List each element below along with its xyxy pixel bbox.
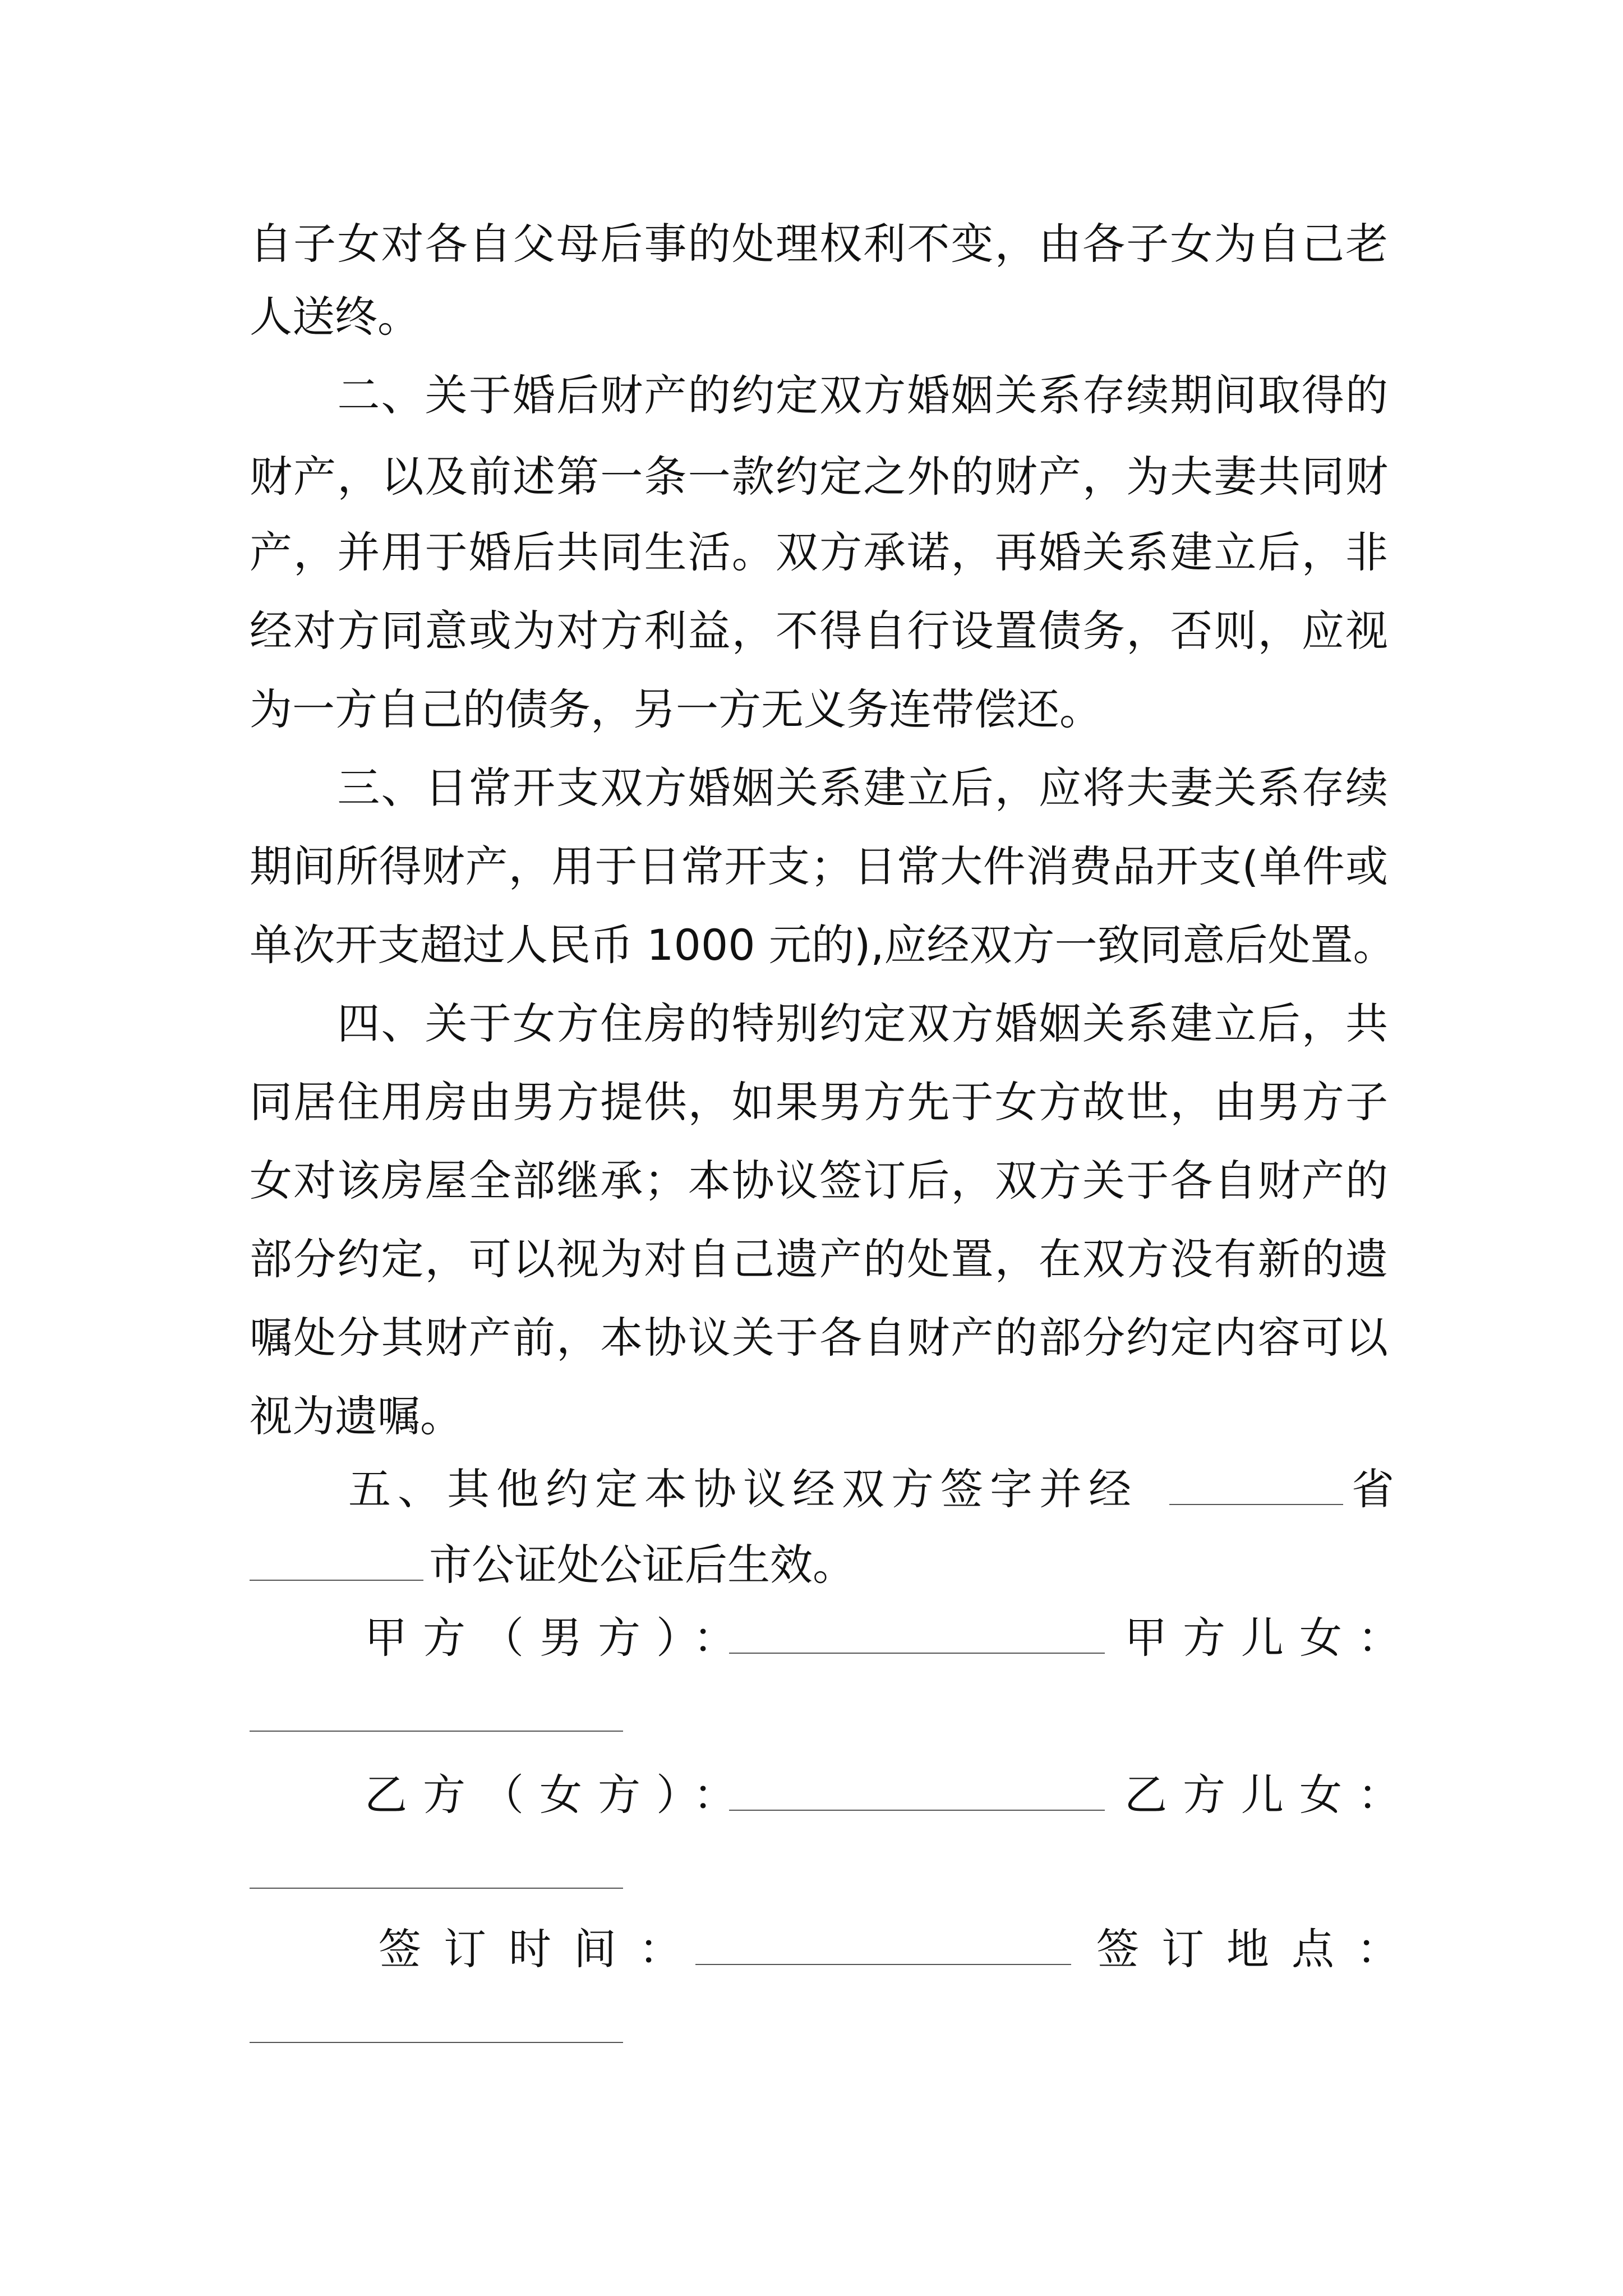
paragraph-line: 自子女对各自父母后事的处理权利不变，由各子女为自己老 <box>250 219 1388 269</box>
paragraph-line: 部分约定，可以视为对自己遗产的处置，在双方没有新的遗 <box>250 1234 1388 1284</box>
party-a-children-blank[interactable] <box>250 1731 623 1732</box>
paragraph-line: 二、关于婚后财产的约定双方婚姻关系存续期间取得的 <box>250 370 1388 420</box>
paragraph-line: 期间所得财产，用于日常开支；日常大件消费品开支(单件或 <box>250 841 1388 891</box>
paragraph-line: 女对该房屋全部继承；本协议签订后，双方关于各自财产的 <box>250 1156 1388 1205</box>
paragraph-line: 为一方自己的债务，另一方无义务连带偿还。 <box>250 684 1102 734</box>
party-b-label: 乙方（女方）： <box>365 1770 751 1820</box>
party-b-children-label: 乙方儿女： <box>1124 1770 1416 1820</box>
party-b-signature-blank[interactable] <box>729 1810 1105 1811</box>
clause-five-line-1 <box>250 1461 1394 1517</box>
party-a-children-label: 甲方儿女： <box>1124 1613 1416 1663</box>
paragraph-line: 四、关于女方住房的特别约定双方婚姻关系建立后，共 <box>250 999 1388 1048</box>
paragraph-line: 人送终。 <box>250 292 420 342</box>
paragraph-line: 视为遗嘱。 <box>250 1391 463 1441</box>
clause-five-line-2 <box>250 1537 1388 1593</box>
city-suffix: 市公证处公证后生效。 <box>429 1540 855 1590</box>
sign-time-row <box>250 1921 1422 1977</box>
party-b-row <box>250 1767 1416 1823</box>
party-a-signature-blank[interactable] <box>729 1653 1105 1654</box>
paragraph-line: 同居住用房由男方提供，如果男方先于女方故世，由男方子 <box>250 1077 1388 1127</box>
sign-time-blank[interactable] <box>695 1964 1071 1965</box>
sign-place-label: 签订地点： <box>1096 1924 1422 1974</box>
paragraph-line: 单次开支超过人民币 1000 元的),应经双方一致同意后处置。 <box>250 920 1396 970</box>
paragraph-line: 财产，以及前述第一条一款约定之外的财产，为夫妻共同财 <box>250 452 1388 501</box>
paragraph-line: 嘱处分其财产前，本协议关于各自财产的部分约定内容可以 <box>250 1313 1388 1363</box>
paragraph-line: 经对方同意或为对方利益，不得自行设置债务，否则，应视 <box>250 606 1388 656</box>
party-b-children-blank[interactable] <box>250 1888 623 1889</box>
province-suffix: 省 <box>1352 1464 1394 1514</box>
city-blank[interactable] <box>250 1580 423 1581</box>
party-a-row <box>250 1610 1416 1666</box>
sign-place-blank[interactable] <box>250 2042 623 2043</box>
sign-time-label: 签订时间： <box>379 1924 704 1974</box>
province-blank[interactable] <box>1169 1504 1343 1505</box>
paragraph-line: 三、日常开支双方婚姻关系建立后，应将夫妻关系存续 <box>250 763 1388 813</box>
clause-five-text: 五、其他约定本协议经双方签字并经 <box>250 1464 1138 1514</box>
party-a-label: 甲方（男方）： <box>365 1613 751 1663</box>
paragraph-line: 产，并用于婚后共同生活。双方承诺，再婚关系建立后，非 <box>250 527 1388 577</box>
